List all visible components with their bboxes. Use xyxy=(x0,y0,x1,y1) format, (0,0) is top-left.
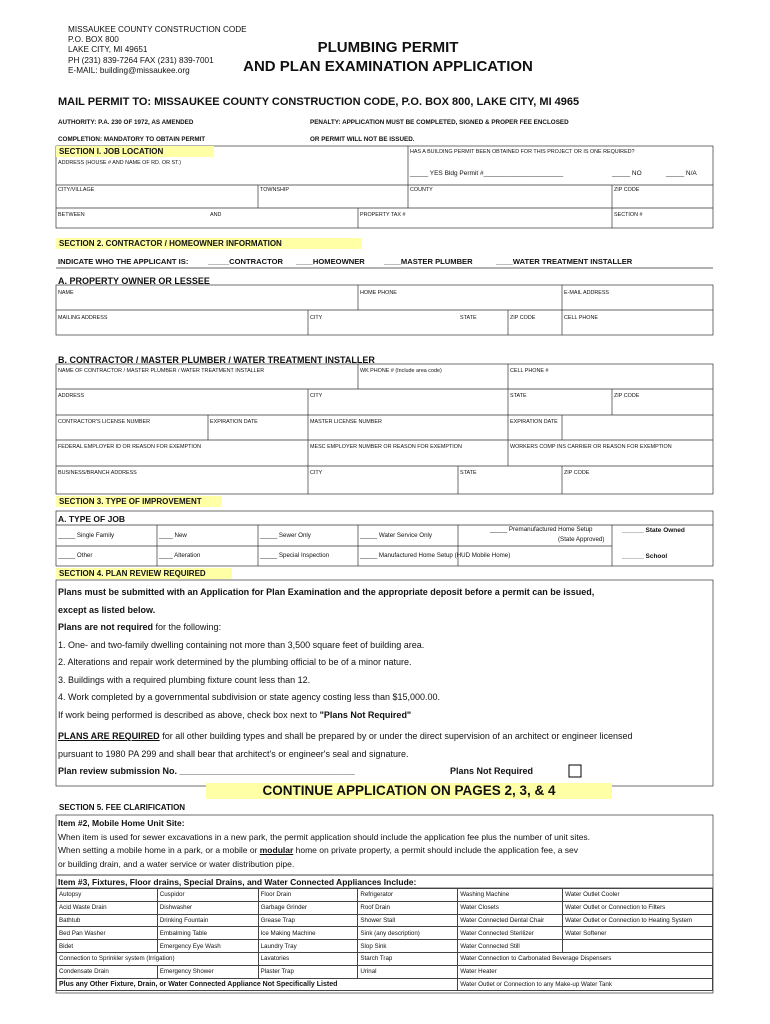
fixture-cell: Starch Trap xyxy=(358,952,458,965)
master-exp-label: EXPIRATION DATE xyxy=(510,419,558,425)
fixture-cell: Floor Drain xyxy=(258,889,358,902)
plans-required-bold: PLANS ARE REQUIRED xyxy=(58,731,160,741)
table-row xyxy=(57,940,713,953)
mail-to: MAIL PERMIT TO: MISSAUKEE COUNTY CONSTRUCTION CODE, P.O. BOX 800, LAKE CITY, MI 4965 xyxy=(58,96,580,108)
branch-zip-label: ZIP CODE xyxy=(564,470,590,476)
plans-not-required-quote: "Plans Not Required" xyxy=(319,709,412,720)
applicant-water-treatment[interactable]: ____WATER TREATMENT INSTALLER xyxy=(496,257,633,266)
mailing-label: MAILING ADDRESS xyxy=(58,315,108,321)
plan-p2: except as listed below. xyxy=(58,604,156,615)
tax-label: PROPERTY TAX # xyxy=(360,212,406,218)
fixture-cell: Roof Drain xyxy=(358,901,458,914)
authority: AUTHORITY: P.A. 230 OF 1972, AS AMENDED xyxy=(58,119,194,126)
branch-address-label: BUSINESS/BRANCH ADDRESS xyxy=(58,470,137,476)
plan-check-line xyxy=(58,707,710,725)
table-row xyxy=(57,927,713,940)
fixture-cell: Bidet xyxy=(57,940,158,953)
job-single-family[interactable]: _____ Single Family xyxy=(58,532,115,539)
contractor-zip-label: ZIP CODE xyxy=(614,393,640,399)
table-row xyxy=(57,965,713,978)
job-state-owned[interactable]: ______ State Owned xyxy=(622,527,685,534)
penalty: PENALTY: APPLICATION MUST BE COMPLETED, SIGNED & PROPER FEE ENCLOSED xyxy=(310,119,569,126)
type-of-job-title: A. TYPE OF JOB xyxy=(58,514,126,524)
workers-comp-label: WORKERS COMP INS CARRIER OR REASON FOR EXEMPTION xyxy=(510,444,672,450)
fixture-cell: Water Heater xyxy=(458,965,713,978)
mesc-label: MESC EMPLOYER NUMBER OR REASON FOR EXEMPTION xyxy=(310,444,462,450)
plans-required-rest: for all other building types and shall be prepared by or under the direct supervision of an architect or engineer licensed xyxy=(159,731,633,741)
fixture-cell: Bed Pan Washer xyxy=(57,927,158,940)
branch-city-label: CITY xyxy=(310,470,323,476)
township-label: TOWNSHIP xyxy=(260,187,289,193)
completion: COMPLETION: MANDATORY TO OBTAIN PERMIT xyxy=(58,136,206,143)
job-sewer-only[interactable]: _____ Sewer Only xyxy=(260,532,311,539)
fixture-cell: Water Connected Dental Chair xyxy=(458,914,563,927)
contractor-state-label: STATE xyxy=(510,393,527,399)
fee-clarification xyxy=(58,817,708,871)
plans-not-required-label: Plans Not Required xyxy=(450,766,534,776)
plan-p1: Plans must be submitted with an Application for Plan Examination and the appropriate deposit before a permit can be issued, xyxy=(58,587,595,597)
property-owner-title: A. PROPERTY OWNER OR LESSEE xyxy=(58,276,210,286)
section2-title: SECTION 2. CONTRACTOR / HOMEOWNER INFORMATION xyxy=(56,238,362,249)
fixture-cell: Ice Making Machine xyxy=(258,927,358,940)
modular-word: modular xyxy=(259,845,294,855)
fixture-cell: Plaster Trap xyxy=(258,965,358,978)
fed-employer-label: FEDERAL EMPLOYER ID OR REASON FOR EXEMPTION xyxy=(58,444,201,450)
item2-text1: When item is used for sewer excavations in a new park, the permit application should include the application fee plus the number of unit sites. xyxy=(58,831,591,842)
owner-zip-label: ZIP CODE xyxy=(510,315,536,321)
table-row xyxy=(57,901,713,914)
job-premanufactured[interactable]: _____ Premanufactured Home Setup xyxy=(490,526,593,533)
job-manufactured-home[interactable]: _____ Manufactured Home Setup (HUD Mobile Home) xyxy=(360,552,511,559)
item2-text2 xyxy=(58,844,708,858)
plan-item: 3. Buildings with a required plumbing fixture count less than 12. xyxy=(58,674,311,685)
item3-title: Item #3, Fixtures, Floor drains, Special Drains, and Water Connected Appliances Include: xyxy=(58,877,417,887)
job-other[interactable]: _____ Other xyxy=(58,552,93,559)
license-label: CONTRACTOR'S LICENSE NUMBER xyxy=(58,419,150,425)
fixture-cell: Bathtub xyxy=(57,914,158,927)
premfg-state-approved: (State Approved) xyxy=(558,536,605,543)
fixture-cell: Water Closets xyxy=(458,901,563,914)
master-license-label: MASTER LICENSE NUMBER xyxy=(310,419,382,425)
submission-line xyxy=(58,763,710,781)
address-line: PH (231) 839-7264 FAX (231) 839-7001 xyxy=(68,55,214,65)
job-water-service[interactable]: _____ Water Service Only xyxy=(360,532,432,539)
section1-title: SECTION I. JOB LOCATION xyxy=(56,146,214,157)
fixture-cell: Slop Sink xyxy=(358,940,458,953)
plan-item: 1. One- and two-family dwelling containing not more than 3,500 square feet of building area. xyxy=(58,639,425,650)
item2-text2a: When setting a mobile home in a park, or a mobile or xyxy=(58,845,260,855)
fixture-cell: Embalming Table xyxy=(157,927,258,940)
address-line: P.O. BOX 800 xyxy=(68,35,119,45)
fixture-table xyxy=(56,888,713,991)
fixture-cell: Emergency Eye Wash xyxy=(157,940,258,953)
job-school[interactable]: ______ School xyxy=(622,553,668,560)
name-label: NAME xyxy=(58,290,74,296)
continue-notice: CONTINUE APPLICATION ON PAGES 2, 3, & 4 xyxy=(206,783,612,799)
contractor-title: B. CONTRACTOR / MASTER PLUMBER / WATER TREATMENT INSTALLER xyxy=(58,355,375,365)
bldg-permit-no[interactable]: _____ NO xyxy=(612,170,642,177)
bldg-permit-na[interactable]: _____ N/A xyxy=(666,170,697,177)
item2-text3: or building drain, and a water service or water distribution pipe. xyxy=(58,858,295,869)
indicate-applicant: INDICATE WHO THE APPLICANT IS: xyxy=(58,257,189,266)
item2-text2c: home on private property, a permit should include the application fee, a sev xyxy=(293,845,579,855)
city-label: CITY/VILLAGE xyxy=(58,187,95,193)
title-line2: AND PLAN EXAMINATION APPLICATION xyxy=(243,58,533,75)
fixture-cell: Grease Trap xyxy=(258,914,358,927)
fixture-cell: Acid Waste Drain xyxy=(57,901,158,914)
job-alteration[interactable]: ____ Alteration xyxy=(159,552,201,559)
applicant-contractor[interactable]: _____CONTRACTOR xyxy=(208,257,283,266)
address-line: MISSAUKEE COUNTY CONSTRUCTION CODE xyxy=(68,25,247,34)
fixture-cell: Refrigerator xyxy=(358,889,458,902)
plans-required-line2: pursuant to 1980 PA 299 and shall bear that architect's or engineer's seal and signature. xyxy=(58,748,409,759)
fixture-cell: Shower Stall xyxy=(358,914,458,927)
fixture-cell: Water Connected Sterilizer xyxy=(458,927,563,940)
table-row xyxy=(57,889,713,902)
plan-review-text xyxy=(58,584,710,781)
owner-state-label: STATE xyxy=(460,315,477,321)
fixture-cell: Autopsy xyxy=(57,889,158,902)
fixture-cell: Condensate Drain xyxy=(57,965,158,978)
fixture-cell: Water Outlet or Connection to Filters xyxy=(563,901,713,914)
plan-check-text: If work being performed is described as above, check box next to xyxy=(58,709,318,720)
between-label: BETWEEN xyxy=(58,212,85,218)
plan-item: 2. Alterations and repair work determined by the plumbing official to be of a minor nature. xyxy=(58,657,412,667)
fixture-cell: Emergency Shower xyxy=(157,965,258,978)
branch-state-label: STATE xyxy=(460,470,477,476)
plans-required-line xyxy=(58,728,710,746)
bldg-permit-yes[interactable]: _____ YES Bldg Permit #______________________ xyxy=(410,170,564,177)
applicant-master-plumber[interactable]: ____MASTER PLUMBER xyxy=(384,257,473,266)
plan-p3-rest: for the following: xyxy=(153,622,222,632)
plans-not-required-bold: Plans are not required xyxy=(58,622,154,632)
fixture-cell: Urinal xyxy=(358,965,458,978)
section-num-label: SECTION # xyxy=(614,212,643,218)
title-line1: PLUMBING PERMIT xyxy=(317,39,459,56)
address-line: LAKE CITY, MI 49651 xyxy=(68,45,148,55)
penalty-cont: OR PERMIT WILL NOT BE ISSUED. xyxy=(310,136,415,143)
owner-city-label: CITY xyxy=(310,315,323,321)
fixture-cell: Water Outlet or Connection to any Make-up Water Tank xyxy=(458,978,713,991)
email-label: E-MAIL ADDRESS xyxy=(564,290,610,296)
fixture-cell: Cuspidor xyxy=(157,889,258,902)
home-phone-label: HOME PHONE xyxy=(360,290,397,296)
plan-item: 4. Work completed by a governmental subdivision or state agency costing less than $15,000.00. xyxy=(58,692,441,702)
plans-not-required-checkbox[interactable] xyxy=(569,765,581,777)
fixture-cell: Sink (any description) xyxy=(358,927,458,940)
contractor-city-label: CITY xyxy=(310,393,323,399)
fixture-cell: Drinking Fountain xyxy=(157,914,258,927)
fixture-cell: Dishwasher xyxy=(157,901,258,914)
fixture-cell: Washing Machine xyxy=(458,889,563,902)
wk-phone-label: WK PHONE # (Include area code) xyxy=(360,368,442,374)
section4-title: SECTION 4. PLAN REVIEW REQUIRED xyxy=(56,568,232,579)
fixture-cell: Water Connected Still xyxy=(458,940,563,953)
table-row xyxy=(57,978,713,991)
fixture-cell xyxy=(563,940,713,953)
job-new[interactable]: ____ New xyxy=(159,532,187,539)
section3-title: SECTION 3. TYPE OF IMPROVEMENT xyxy=(56,496,222,507)
bldg-permit-question: HAS A BUILDING PERMIT BEEN OBTAINED FOR THIS PROJECT OR IS ONE REQUIRED? xyxy=(410,149,635,155)
fixture-cell: Plus any Other Fixture, Drain, or Water Connected Appliance Not Specifically Listed xyxy=(57,978,458,991)
fixture-cell: Garbage Grinder xyxy=(258,901,358,914)
contractor-name-label: NAME OF CONTRACTOR / MASTER PLUMBER / WATER TREATMENT INSTALLER xyxy=(58,368,265,374)
fixture-cell: Connection to Sprinkler system (Irrigation) xyxy=(57,952,259,965)
and-label: AND xyxy=(210,212,222,218)
contractor-address-label: ADDRESS xyxy=(58,393,85,399)
fixture-cell: Laundry Tray xyxy=(258,940,358,953)
cell-phone-label: CELL PHONE xyxy=(564,315,598,321)
fixture-cell: Water Softener xyxy=(563,927,713,940)
fixture-cell: Water Outlet Cooler xyxy=(563,889,713,902)
address-label: ADDRESS (HOUSE # AND NAME OF RD. OR ST.) xyxy=(58,160,182,166)
plan-submission-number[interactable]: Plan review submission No. ___________________________________ xyxy=(58,766,355,776)
table-row xyxy=(57,914,713,927)
item2-title: Item #2, Mobile Home Unit Site: xyxy=(58,818,185,828)
county-label: COUNTY xyxy=(410,187,433,193)
zip-label: ZIP CODE xyxy=(614,187,640,193)
cell-num-label: CELL PHONE # xyxy=(510,368,549,374)
fixture-cell: Water Outlet or Connection to Heating System xyxy=(563,914,713,927)
plan-p3 xyxy=(58,619,710,637)
address-line: E-MAIL: building@missaukee.org xyxy=(68,65,190,75)
fixture-cell: Water Connection to Carbonated Beverage Dispensers xyxy=(458,952,713,965)
applicant-homeowner[interactable]: ____HOMEOWNER xyxy=(296,257,365,266)
section5-title: SECTION 5. FEE CLARIFICATION xyxy=(56,802,192,813)
license-exp-label: EXPIRATION DATE xyxy=(210,419,258,425)
table-row xyxy=(57,952,713,965)
job-special-inspection[interactable]: _____ Special Inspection xyxy=(260,552,330,559)
fixture-cell: Lavatories xyxy=(258,952,358,965)
